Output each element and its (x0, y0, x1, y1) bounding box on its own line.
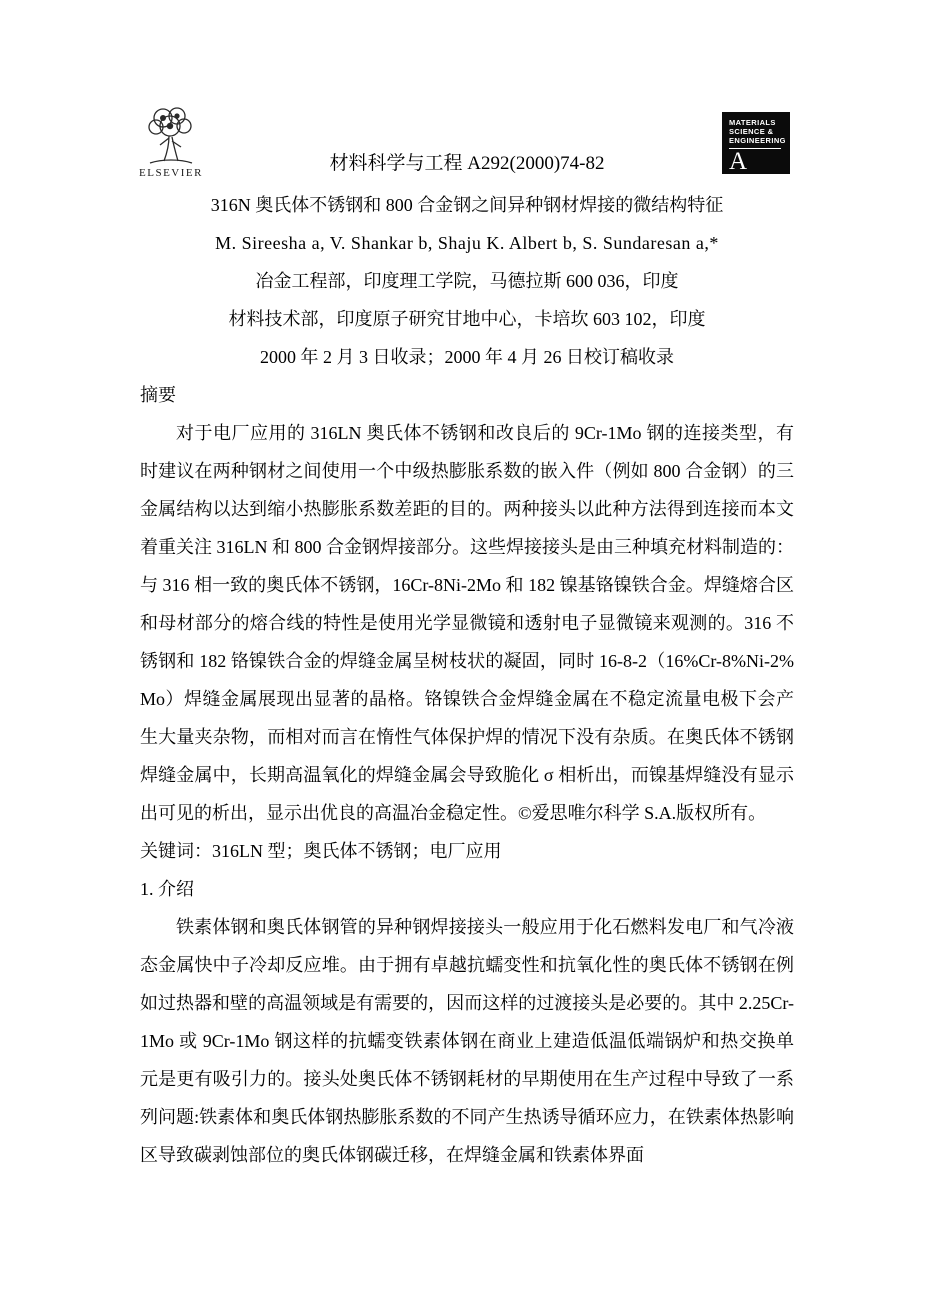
affiliation-2: 材料技术部，印度原子研究甘地中心，卡培坎 603 102，印度 (228, 309, 706, 329)
introduction-body: 铁素体钢和奥氏体钢管的异种钢焊接接头一般应用于化石燃料发电厂和气冷液态金属快中子冷却反应堆。由于拥有卓越抗蠕变性和抗氧化性的奥氏体不锈钢在例如过热器和壁的高温领域是有需要的，因而这样的过渡接头是必要的。其中 2.25Cr-1Mo 或 9Cr-1Mo 钢这样的抗蠕变铁素体钢在商业上建造低温低端锅炉和热交换单元是更有吸引力的。接头处奥氏体不锈钢耗材的早期使用在生产过程中导致了一系列问题:铁素体和奥氏体钢热膨胀系数的不同产生热诱导循环应力，在铁素体热影响区导致碳剥蚀部位的奥氏体钢碳迁移，在焊缝金属和铁素体界面 (140, 917, 794, 1165)
abstract-body: 对于电厂应用的 316LN 奥氏体不锈钢和改良后的 9Cr-1Mo 钢的连接类型，有时建议在两种钢材之间使用一个中级热膨胀系数的嵌入件（例如 800 合金钢）的三金属结构以达到缩小热膨胀系数差距的目的。两种接头以此种方法得到连接而本文着重关注 316LN 和 800 合金钢焊接部分。这些焊接接头是由三种填充材料制造的：与 316 相一致的奥氏体不锈钢，16Cr-8Ni-2Mo 和 182 镍基铬镍铁合金。焊缝熔合区和母材部分的熔合线的特性是使用光学显微镜和透射电子显微镜来观测的。316 不锈钢和 182 铬镍铁合金的焊缝金属呈树枝状的凝固，同时 16-8-2（16%Cr-8%Ni-2%Mo）焊缝金属展现出显著的晶格。铬镍铁合金焊缝金属在不稳定流量电极下会产生大量夹杂物，而相对而言在惰性气体保护焊的情况下没有杂质。在奥氏体不锈钢焊缝金属中，长期高温氧化的焊缝金属会导致脆化 σ 相析出，而镍基焊缝没有显示出可见的析出，显示出优良的高温冶金稳定性。©爱思唯尔科学 S.A.版权所有。 (140, 423, 794, 823)
mse-logo-line3: ENGINEERING (729, 136, 786, 145)
mse-logo-letter-a: A (729, 148, 781, 175)
abstract-heading: 摘要 (140, 385, 176, 405)
section-heading-introduction: 1. 介绍 (140, 879, 194, 899)
authors-line: M. Sireesha a, V. Shankar b, Shaju K. Albert b, S. Sundaresan a,* (215, 233, 719, 253)
paper-title: 316N 奥氏体不锈钢和 800 合金钢之间异种钢材焊接的微结构特征 (210, 195, 724, 215)
document-content (140, 186, 794, 1174)
keywords-line: 关键词：316LN 型；奥氏体不锈钢；电厂应用 (140, 841, 502, 861)
mse-logo-line1: MATERIALS (729, 118, 776, 127)
mse-logo-line2: SCIENCE & (729, 127, 774, 136)
received-dates: 2000 年 2 月 3 日收录；2000 年 4 月 26 日校订稿收录 (260, 347, 674, 367)
elsevier-logo-text: ELSEVIER (139, 167, 203, 179)
journal-header: 材料科学与工程 A292(2000)74-82 (329, 153, 605, 174)
affiliation-1: 冶金工程部，印度理工学院，马德拉斯 600 036，印度 (255, 271, 679, 291)
